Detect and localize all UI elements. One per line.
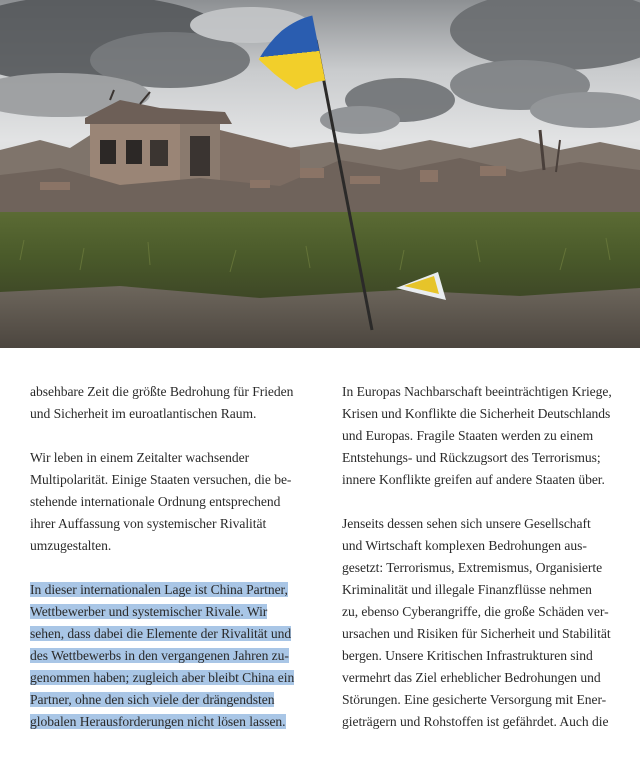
paragraph — [342, 513, 632, 733]
text-line: vermehrt das Ziel erheblicher Bedrohungen und — [342, 670, 601, 685]
text-line: Krisen und Konflikte die Sicherheit Deutschlands — [342, 406, 611, 421]
text-line: und Wirtschaft komplexen Bedrohungen aus- — [342, 538, 587, 553]
text-line: Wir leben in einem Zeitalter wachsender — [30, 450, 250, 465]
text-line: umzugestalten. — [30, 538, 112, 553]
text-line: Kriminalität und illegale Finanzflüsse nehmen — [342, 582, 592, 597]
text-line: Multipolarität. Einige Staaten versuchen, die be- — [30, 472, 292, 487]
highlighted-text-line[interactable]: globalen Herausforderungen nicht lösen lassen. — [30, 714, 286, 729]
text-line: ihrer Auffassung von systemischer Rivalität — [30, 516, 267, 531]
paragraph — [30, 447, 312, 557]
text-line: Entstehungs- und Rückzugsort des Terrorismus; — [342, 450, 601, 465]
highlighted-text-line[interactable]: Wettbewerber und systemischer Rivale. Wir — [30, 604, 268, 619]
paragraph — [30, 381, 312, 425]
highlighted-text-line[interactable]: sehen, dass dabei die Elemente der Rivalität und — [30, 626, 292, 641]
highlighted-text-line[interactable]: genommen haben; zugleich aber bleibt China ein — [30, 670, 295, 685]
paragraph — [342, 381, 632, 491]
text-line: innere Konflikte greifen auf andere Staaten über. — [342, 472, 605, 487]
war-ruins-photo — [0, 0, 640, 348]
text-line: bergen. Unsere Kritischen Infrastrukturen sind — [342, 648, 593, 663]
highlighted-text-line[interactable]: In dieser internationalen Lage ist China Partner, — [30, 582, 288, 597]
text-line: Jenseits dessen sehen sich unsere Gesellschaft — [342, 516, 591, 531]
text-line: stehende internationale Ordnung entsprechend — [30, 494, 281, 509]
text-line: und Sicherheit im euroatlantischen Raum. — [30, 406, 257, 421]
text-line: zu, ebenso Cyberangriffe, die große Schäden ver- — [342, 604, 609, 619]
text-line: In Europas Nachbarschaft beeinträchtigen Kriege, — [342, 384, 612, 399]
highlighted-paragraph[interactable] — [30, 579, 312, 733]
right-text-column — [342, 381, 632, 755]
text-line: ursachen und Risiken für Sicherheit und Stabilität — [342, 626, 611, 641]
header-photo — [0, 0, 640, 348]
highlighted-text-line[interactable]: des Wettbewerbs in den vergangenen Jahren zu- — [30, 648, 289, 663]
left-text-column — [30, 381, 312, 755]
highlighted-text-line[interactable]: Partner, ohne den sich viele der drängendsten — [30, 692, 275, 707]
text-line: gieträgern und Rohstoffen ist gefährdet. Auch die — [342, 714, 609, 729]
text-line: Störungen. Eine gesicherte Versorgung mit Ener- — [342, 692, 607, 707]
text-line: gesetzt: Terrorismus, Extremismus, Organisierte — [342, 560, 603, 575]
text-line: absehbare Zeit die größte Bedrohung für Frieden — [30, 384, 294, 399]
text-line: und Europas. Fragile Staaten werden zu einem — [342, 428, 594, 443]
